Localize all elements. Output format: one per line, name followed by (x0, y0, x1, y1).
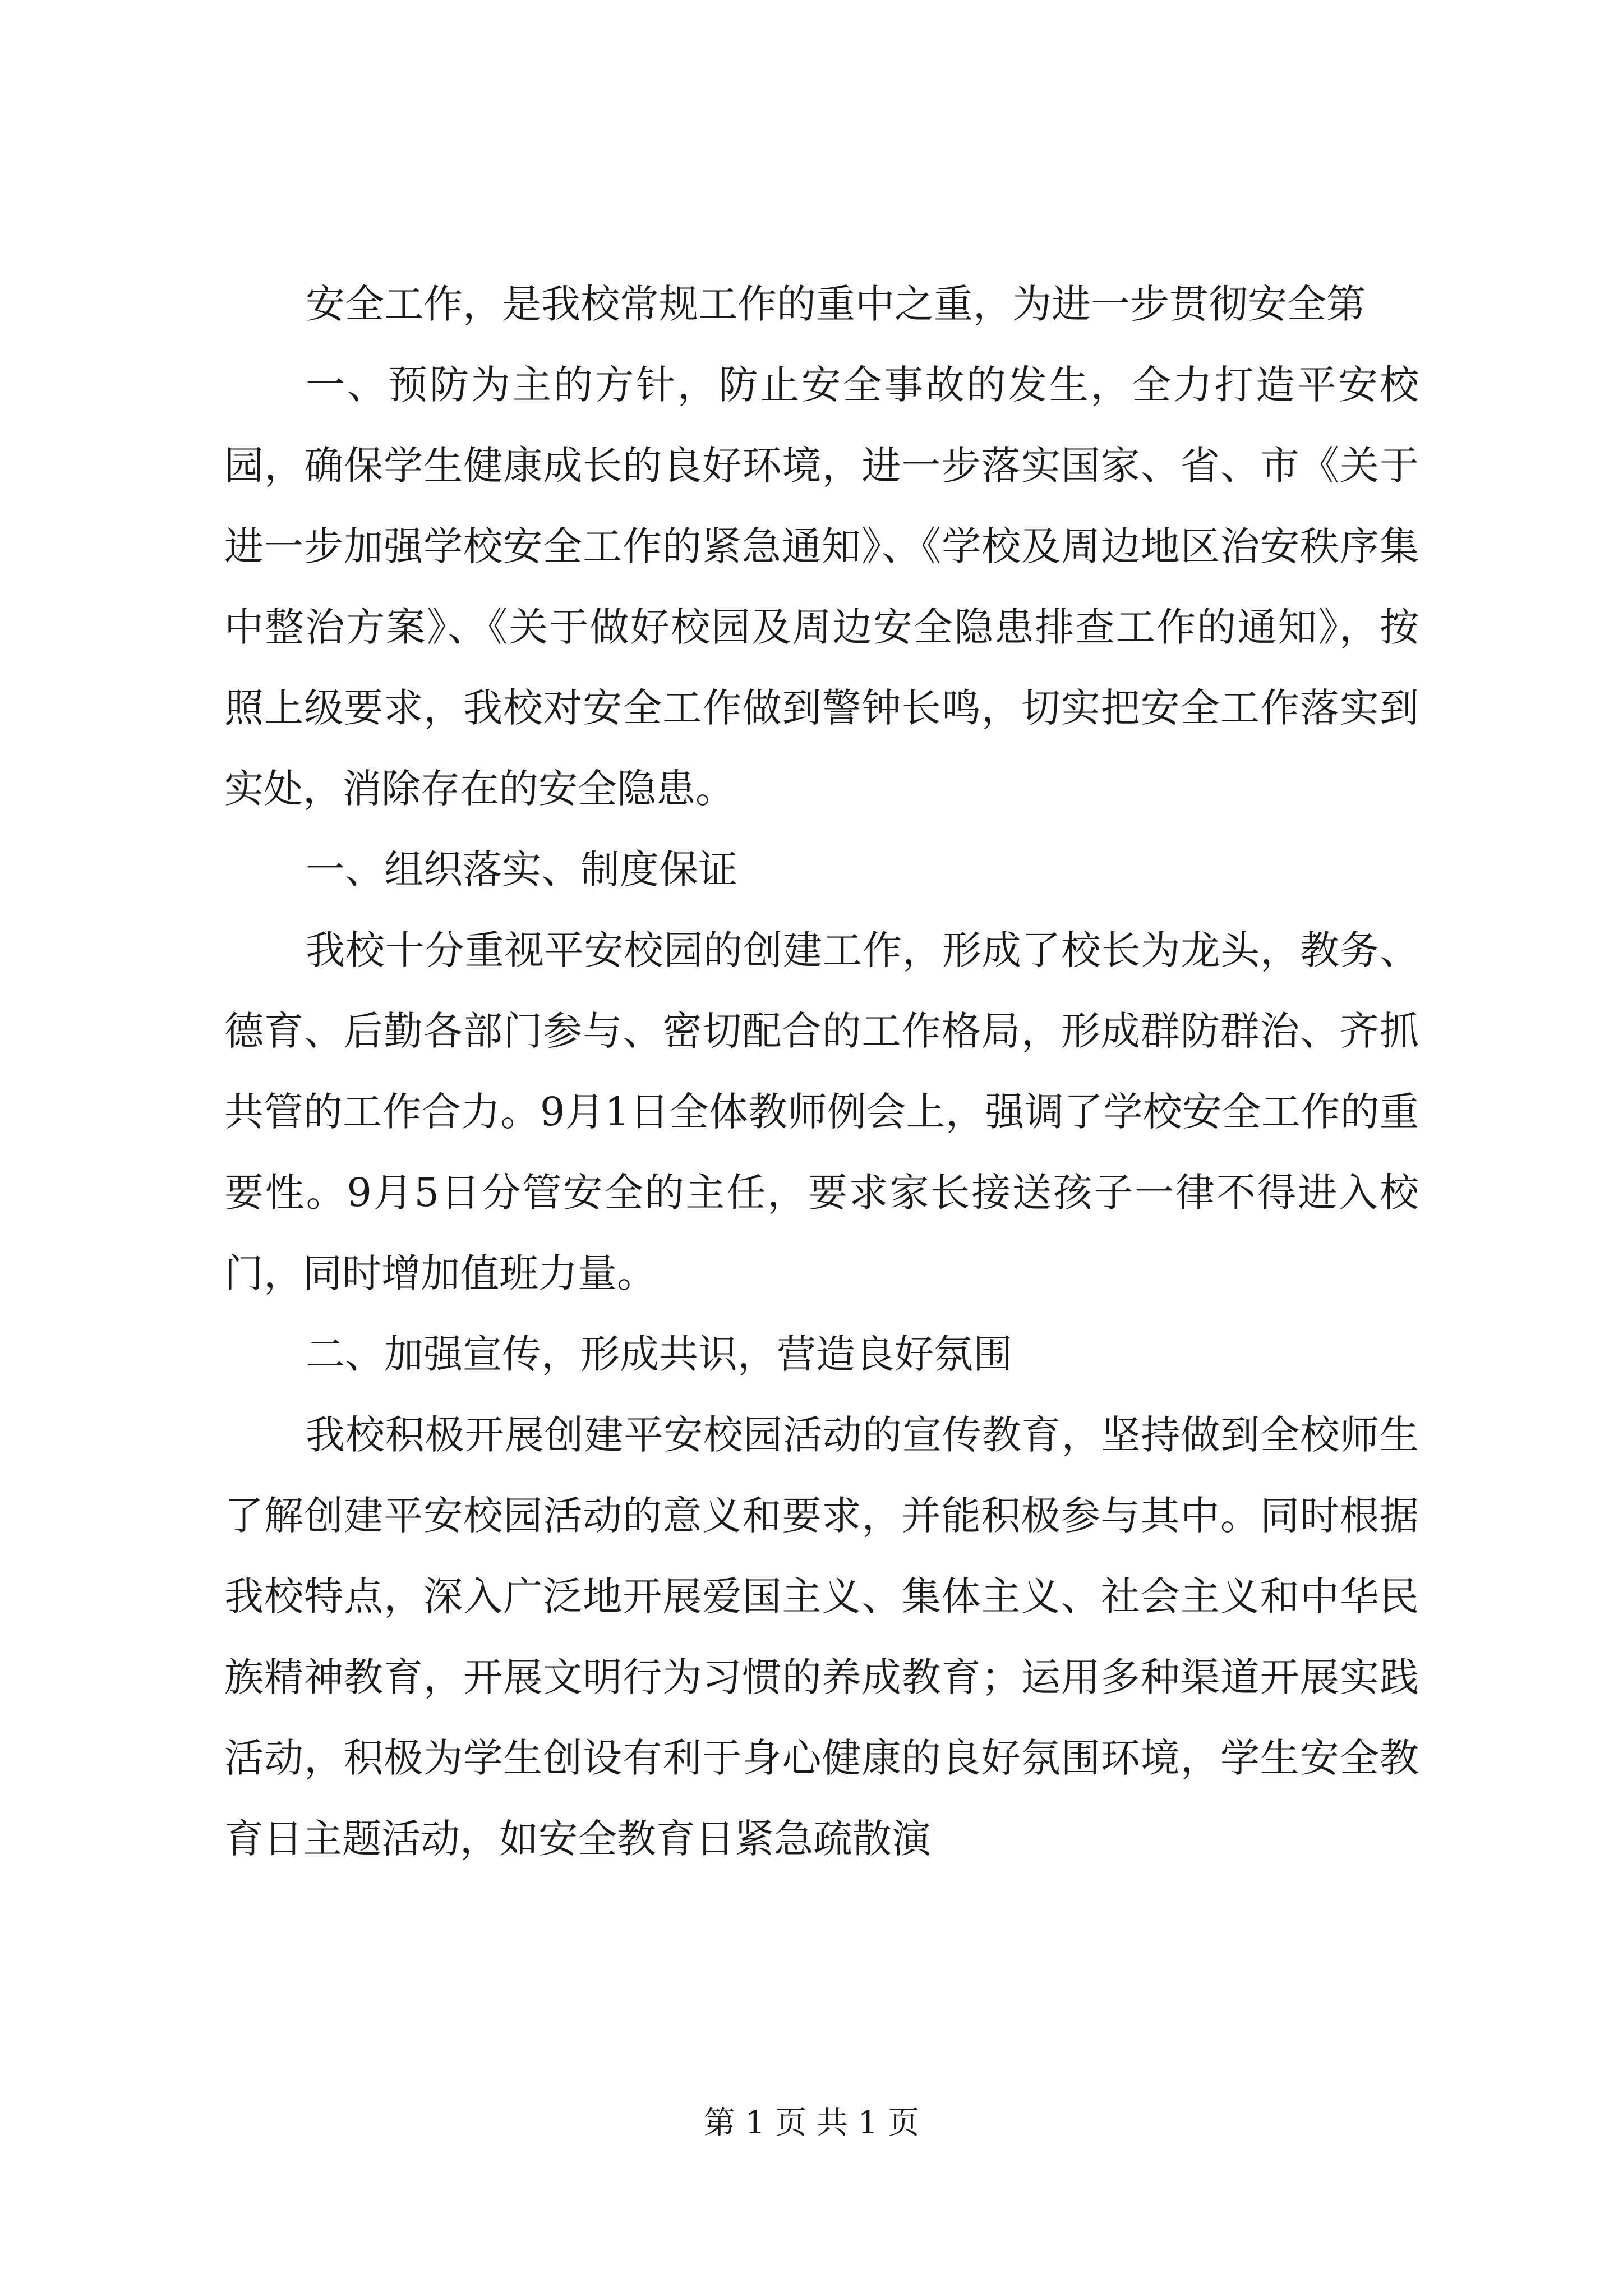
heading-section-1: 一、组织落实、制度保证 (306, 846, 737, 892)
page-footer: 第 1 页 共 1 页 (703, 2105, 920, 2141)
paragraph-section-2: 我校积极开展创建平安校园活动的宣传教育，坚持做到全校师生了解创建平安校园活动的意义和要求，并能积极参与其中。同时根据我校特点，深入广泛地开展爱国主义、集体主义、社会主义和中华民族精神教育，开展文明行为习惯的养成教育；运用多种渠道开展实践活动，积极为学生创设有利于身心健康的良好氛围环境，学生安全教育日主题活动，如安全教育日紧急疏散演 (224, 1412, 1419, 1862)
document-body (224, 264, 1419, 1879)
paragraph-policy: 一、预防为主的方针，防止安全事故的发生，全力打造平安校园，确保学生健康成长的良好环境，进一步落实国家、省、市《关于进一步加强学校安全工作的紧急通知》、《学校及周边地区治安秩序集中整治方案》、《关于做好校园及周边安全隐患排查工作的通知》，按照上级要求，我校对安全工作做到警钟长鸣，切实把安全工作落实到实处，消除存在的安全隐患。 (224, 362, 1419, 812)
paragraph-intro: 安全工作，是我校常规工作的重中之重，为进一步贯彻安全第 (306, 281, 1366, 327)
heading-section-2: 二、加强宣传，形成共识，营造良好氛围 (306, 1331, 1012, 1377)
paragraph-section-1: 我校十分重视平安校园的创建工作，形成了校长为龙头，教务、德育、后勤各部门参与、密切配合的工作格局，形成群防群治、齐抓共管的工作合力。9月1日全体教师例会上，强调了学校安全工作的重要性。9月5日分管安全的主任，要求家长接送孩子一律不得进入校门，同时增加值班力量。 (224, 927, 1419, 1296)
